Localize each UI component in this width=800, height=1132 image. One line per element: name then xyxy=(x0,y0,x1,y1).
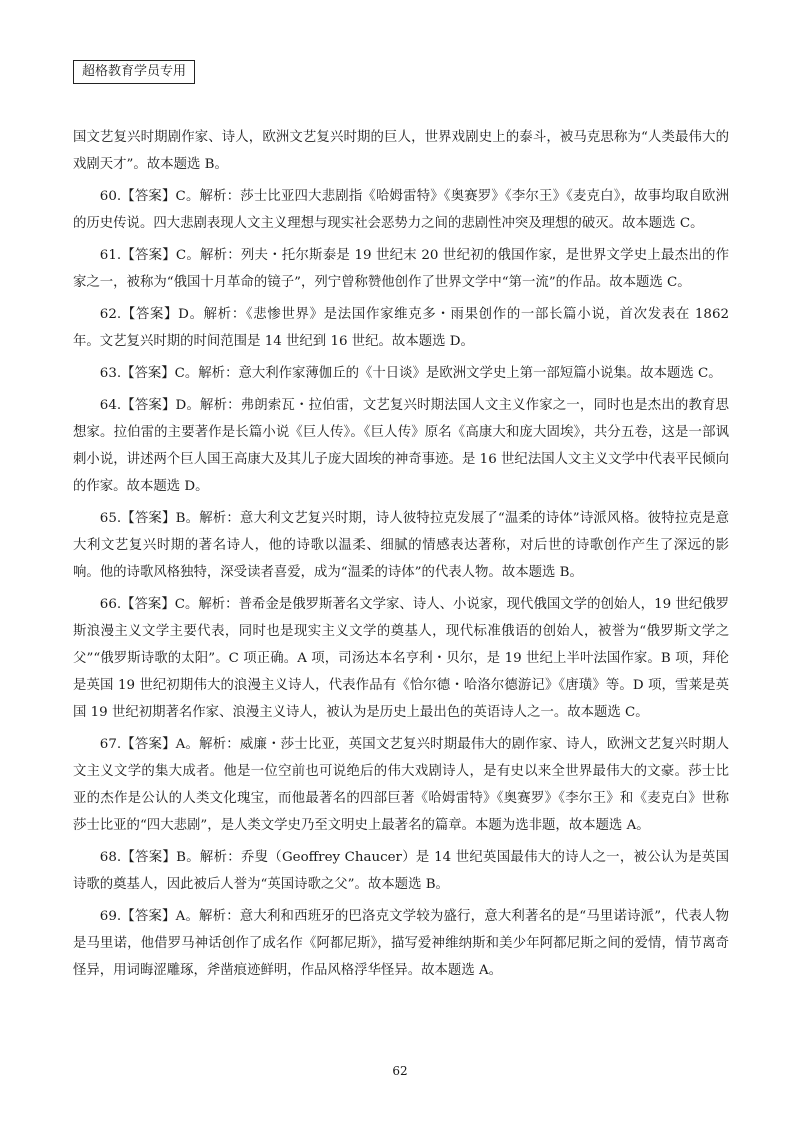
answer-65: 65.【答案】B。解析：意大利文艺复兴时期，诗人彼特拉克发展了“温柔的诗体”诗派风格。彼特拉克是意大利文艺复兴时期的著名诗人，他的诗歌以温柔、细腻的情感表达著称，对后世的诗歌创作产生了深远的影响。他的诗歌风格独特，深受读者喜爱，成为“温柔的诗体”的代表人物。故本题选 B。 xyxy=(73,511,729,580)
answer-68: 68.【答案】B。解析：乔叟（Geoffrey Chaucer）是 14 世纪英国最伟大的诗人之一，被公认为是英国诗歌的奠基人，因此被后人誉为“英国诗歌之父”。故本题选 B。 xyxy=(73,850,729,892)
answer-63: 63.【答案】C。解析：意大利作家薄伽丘的《十日谈》是欧洲文学史上第一部短篇小说集。故本题选 C。 xyxy=(99,366,722,381)
page-number: 62 xyxy=(392,1064,408,1078)
header-label: 超格教育学员专用 xyxy=(73,60,195,84)
answer-64: 64.【答案】D。解析：弗朗索瓦・拉伯雷，文艺复兴时期法国人文主义作家之一，同时也是杰出的教育思想家。拉伯雷的主要著作是长篇小说《巨人传》。《巨人传》原名《高康大和庞大固埃》，共分五卷，这是一部讽刺小说，讲述两个巨人国王高康大及其儿子庞大固埃的神奇事迹。是 16 世纪法国人文主义文学中代表平民倾向的作家。故本题选 D。 xyxy=(73,398,729,494)
answer-61: 61.【答案】C。解析：列夫・托尔斯泰是 19 世纪末 20 世纪初的俄国作家，是世界文学史上最杰出的作家之一，被称为“俄国十月革命的镜子”，列宁曾称赞他创作了世界文学中“第一流”的作品。故本题选 C。 xyxy=(73,248,729,290)
paragraph-continued: 国文艺复兴时期剧作家、诗人，欧洲文艺复兴时期的巨人，世界戏剧史上的泰斗，被马克思称为“人类最伟大的戏剧天才”。故本题选 B。 xyxy=(73,130,729,172)
answer-67: 67.【答案】A。解析：威廉・莎士比亚，英国文艺复兴时期最伟大的剧作家、诗人，欧洲文艺复兴时期人文主义文学的集大成者。他是一位空前也可说绝后的伟大戏剧诗人，是有史以来全世界最伟大的文豪。莎士比亚的杰作是公认的人类文化瑰宝，而他最著名的四部巨著《哈姆雷特》《奥赛罗》《李尔王》和《麦克白》世称莎士比亚的“四大悲剧”，是人类文学史乃至文明史上最著名的篇章。本题为选非题，故本题选 A。 xyxy=(73,737,729,833)
answer-62: 62.【答案】D。解析：《悲惨世界》是法国作家维克多・雨果创作的一部长篇小说，首次发表在 1862 年。文艺复兴时期的时间范围是 14 世纪到 16 世纪。故本题选 D。 xyxy=(73,307,729,349)
answer-content xyxy=(73,124,729,989)
answer-60: 60.【答案】C。解析：莎士比亚四大悲剧指《哈姆雷特》《奥赛罗》《李尔王》《麦克白》，故事均取自欧洲的历史传说。四大悲剧表现人文主义理想与现实社会恶势力之间的悲剧性冲突及理想的破灭。故本题选 C。 xyxy=(73,189,729,231)
answer-69: 69.【答案】A。解析：意大利和西班牙的巴洛克文学较为盛行，意大利著名的是“马里诺诗派”，代表人物是马里诺，他借罗马神话创作了成名作《阿都尼斯》，描写爱神维纳斯和美少年阿都尼斯之间的爱情，情节离奇怪异，用词晦涩雕琢，斧凿痕迹鲜明，作品风格浮华怪异。故本题选 A。 xyxy=(73,909,729,978)
answer-66: 66.【答案】C。解析：普希金是俄罗斯著名文学家、诗人、小说家，现代俄国文学的创始人，19 世纪俄罗斯浪漫主义文学主要代表，同时也是现实主义文学的奠基人，现代标准俄语的创始人，被誉为“俄罗斯文学之父”“俄罗斯诗歌的太阳”。C 项正确。A 项，司汤达本名亨利・贝尔，是 19 世纪上半叶法国作家。B 项，拜伦是英国 19 世纪初期伟大的浪漫主义诗人，代表作品有《恰尔德・哈洛尔德游记》《唐璜》等。D 项，雪莱是英国 19 世纪初期著名作家、浪漫主义诗人，被认为是历史上最出色的英语诗人之一。故本题选 C。 xyxy=(73,597,729,720)
